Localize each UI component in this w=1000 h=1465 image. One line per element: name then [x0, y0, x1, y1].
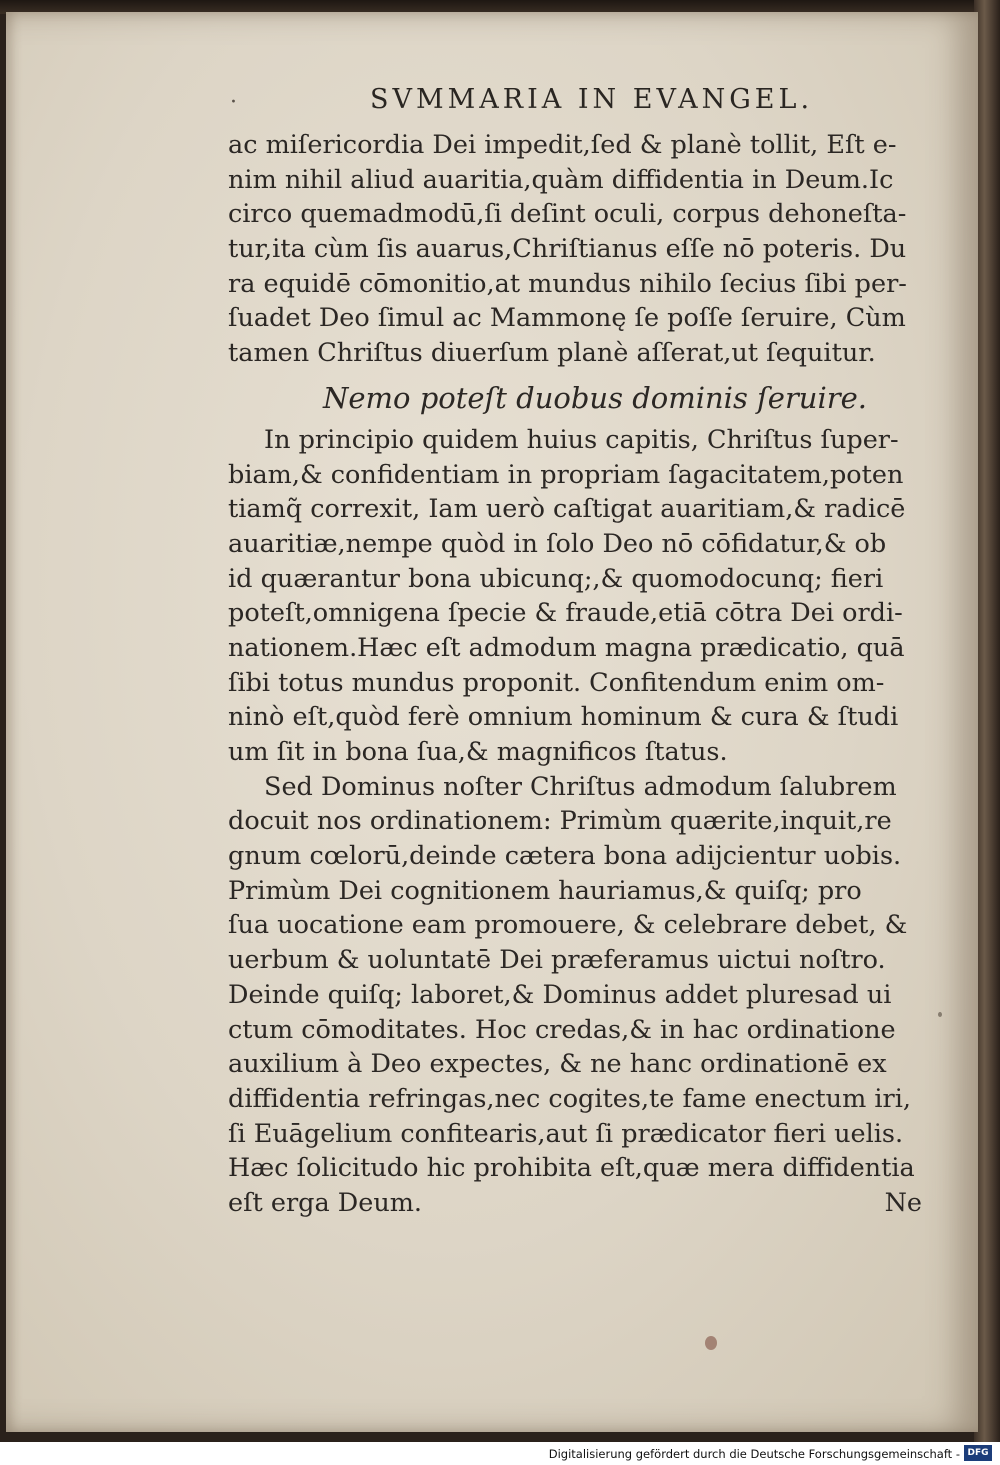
text-line: eſt erga Deum.	[228, 1187, 423, 1218]
text-line: tamen Chriſtus diuerſum planè aſſerat,ut ſequitur.	[228, 338, 876, 369]
text-line: ſibi totus mundus proponit. Confitendum enim om-	[228, 667, 885, 698]
text-line: docuit nos ordinationem: Primùm quærite,inquit,re	[228, 806, 892, 837]
text-line: biam,& confidentiam in propriam ſagacitatem,poten	[228, 459, 904, 490]
text-line: tur,ita cùm ſis auarus,Chriſtianus eſſe nō poteris. Du	[228, 234, 907, 265]
section-heading: Nemo poteſt duobus dominis ſeruire.	[323, 380, 868, 415]
text-line: Primùm Dei cognitionem hauriamus,& quiſq; pro	[228, 875, 862, 906]
text-line: um ſit in bona ſua,& magnificos ſtatus.	[228, 737, 728, 767]
page-text	[228, 128, 928, 1221]
text-line: circo quemadmodū,ſi deſint oculi, corpus dehoneſta-	[228, 199, 907, 230]
footer-credit: Digitalisierung gefördert durch die Deutsche Forschungsgemeinschaft -	[548, 1447, 960, 1461]
text-line: uerbum & uoluntatē Dei præferamus uictui noſtro.	[228, 945, 886, 976]
running-header: SVMMARIA IN EVANGEL.	[370, 84, 814, 115]
text-line: ninò eſt,quòd ferè omnium hominum & cura & ſtudi	[228, 702, 899, 733]
text-line: auaritiæ,nempe quòd in ſolo Deo nō cōfidatur,& ob	[228, 528, 887, 559]
text-line: diffidentia refringas,nec cogites,te fame enectum iri,	[228, 1083, 911, 1114]
last-line	[228, 1186, 928, 1221]
paragraph-one	[228, 423, 928, 770]
text-line: tiamq̃ correxit, Iam uerò caſtigat auaritiam,& radicē	[228, 494, 906, 525]
text-line: Hæc ſolicitudo hic prohibita eſt,quæ mera diffidentia	[228, 1153, 915, 1184]
text-line: poteſt,omnigena ſpecie & fraude,etiā cōtra Dei ordi-	[228, 598, 903, 629]
text-line: auxilium à Deo expectes, & ne hanc ordinationē ex	[228, 1049, 887, 1080]
text-line: In principio quidem huius capitis, Chriſtus ſuper-	[264, 424, 899, 455]
catchword: Ne	[884, 1187, 922, 1218]
opening-paragraph	[228, 128, 928, 371]
text-line: ſuadet Deo ſimul ac Mammonę ſe poſſe ſeruire, Cùm	[228, 303, 906, 334]
corner-mark: ·	[230, 90, 237, 115]
text-line: Sed Dominus noſter Chriſtus admodum ſalubrem	[264, 771, 897, 802]
text-line: nationem.Hæc eſt admodum magna prædicatio, quā	[228, 632, 905, 663]
text-line: Deinde quiſq; laboret,& Dominus addet pluresad ui	[228, 979, 892, 1010]
text-line: gnum cœlorū,deinde cætera bona adijcientur uobis.	[228, 841, 902, 872]
paper-stain	[705, 1336, 717, 1350]
text-line: ſi Euāgelium confitearis,aut ſi prædicator fieri uelis.	[228, 1118, 904, 1149]
text-line: ra equidē cōmonitio,at mundus nihilo ſecius ſibi per-	[228, 268, 907, 299]
footer-bar	[0, 1442, 1000, 1465]
paragraph-two	[228, 770, 928, 1221]
dfg-logo-icon: DFG	[964, 1445, 992, 1461]
text-line: ctum cōmoditates. Hoc credas,& in hac ordinatione	[228, 1014, 896, 1045]
text-line: ſua uocatione eam promouere, & celebrare debet, &	[228, 910, 908, 941]
text-line: nim nihil aliud auaritia,quàm diffidentia in Deum.Ic	[228, 164, 894, 195]
text-line: id quærantur bona ubicunq;,& quomodocunq; fieri	[228, 563, 884, 594]
paper-stain	[938, 1012, 942, 1017]
text-line: ac miſericordia Dei impedit,ſed & planè tollit, Eſt e-	[228, 130, 897, 160]
